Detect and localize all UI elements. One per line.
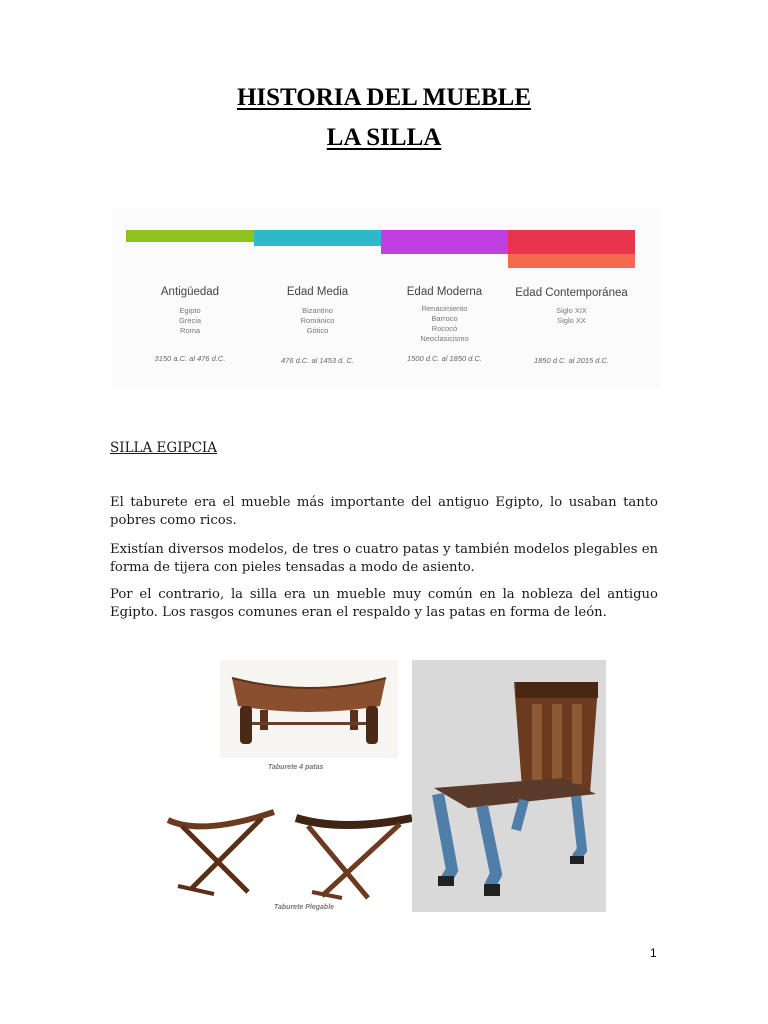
era-dates-antiguedad: 3150 a.C. al 476 d.C.	[154, 354, 226, 363]
era-dates-edad-contemporanea: 1850 d.C. al 2015 d.C.	[533, 356, 610, 365]
page-number: 1	[650, 946, 657, 960]
caption-folding: Taburete Plegable	[274, 904, 335, 911]
egyptian-chair-image	[412, 660, 606, 912]
era-item: Egipto	[179, 306, 201, 315]
bar-edad-moderna	[381, 230, 508, 254]
era-name-edad-media: Edad Media	[286, 286, 349, 298]
era-items-edad-media	[254, 306, 381, 336]
bar-antiguedad	[126, 230, 254, 242]
era-item: Barroco	[431, 314, 458, 323]
paragraph: Existían diversos modelos, de tres o cuatro patas y también modelos plegables en forma de tijera con pieles tensadas a modo de asiento.	[110, 542, 658, 575]
caption-four-legs: Taburete 4 patas	[268, 764, 324, 771]
era-item: Grecia	[178, 316, 202, 325]
bar-edad-contemporanea	[508, 230, 635, 254]
era-item: Bizantino	[302, 306, 333, 315]
era-item: Roma	[179, 326, 200, 335]
era-name-edad-contemporanea: Edad Contemporánea	[515, 287, 628, 299]
era-item: Gótico	[306, 326, 329, 335]
document-subtitle: LA SILLA	[326, 124, 442, 151]
era-items-antiguedad	[126, 306, 254, 336]
era-item: Neoclasicismo	[420, 334, 469, 343]
era-item: Rococó	[431, 324, 458, 333]
era-items-edad-moderna	[381, 304, 508, 344]
era-items-edad-contemporanea	[508, 306, 635, 326]
folding-stools-image	[162, 806, 414, 906]
document-title: HISTORIA DEL MUEBLE	[236, 84, 532, 111]
era-name-antiguedad: Antigüedad	[160, 286, 220, 298]
era-name-edad-moderna: Edad Moderna	[406, 286, 483, 298]
bar-edad-contemporanea-lower	[508, 254, 635, 268]
era-item: Siglo XIX	[556, 306, 587, 315]
paragraph: Por el contrario, la silla era un mueble muy común en la nobleza del antiguo Egipto. Los rasgos comunes eran el respaldo y las patas en forma de león.	[110, 587, 658, 620]
section-heading: SILLA EGIPCIA	[110, 440, 218, 456]
paragraph: El taburete era el mueble más importante del antiguo Egipto, lo usaban tanto pobres como ricos.	[110, 495, 658, 528]
era-dates-edad-media: 476 d.C. al 1453 d. C.	[281, 356, 354, 365]
era-item: Románico	[300, 316, 335, 325]
bar-edad-media	[254, 230, 381, 246]
history-timeline	[112, 208, 660, 388]
era-item: Siglo XX	[557, 316, 586, 325]
era-item: Renacimiento	[421, 304, 468, 313]
era-dates-edad-moderna: 1500 d.C. al 1850 d.C.	[406, 354, 483, 363]
stool-four-legs-image	[220, 660, 398, 758]
